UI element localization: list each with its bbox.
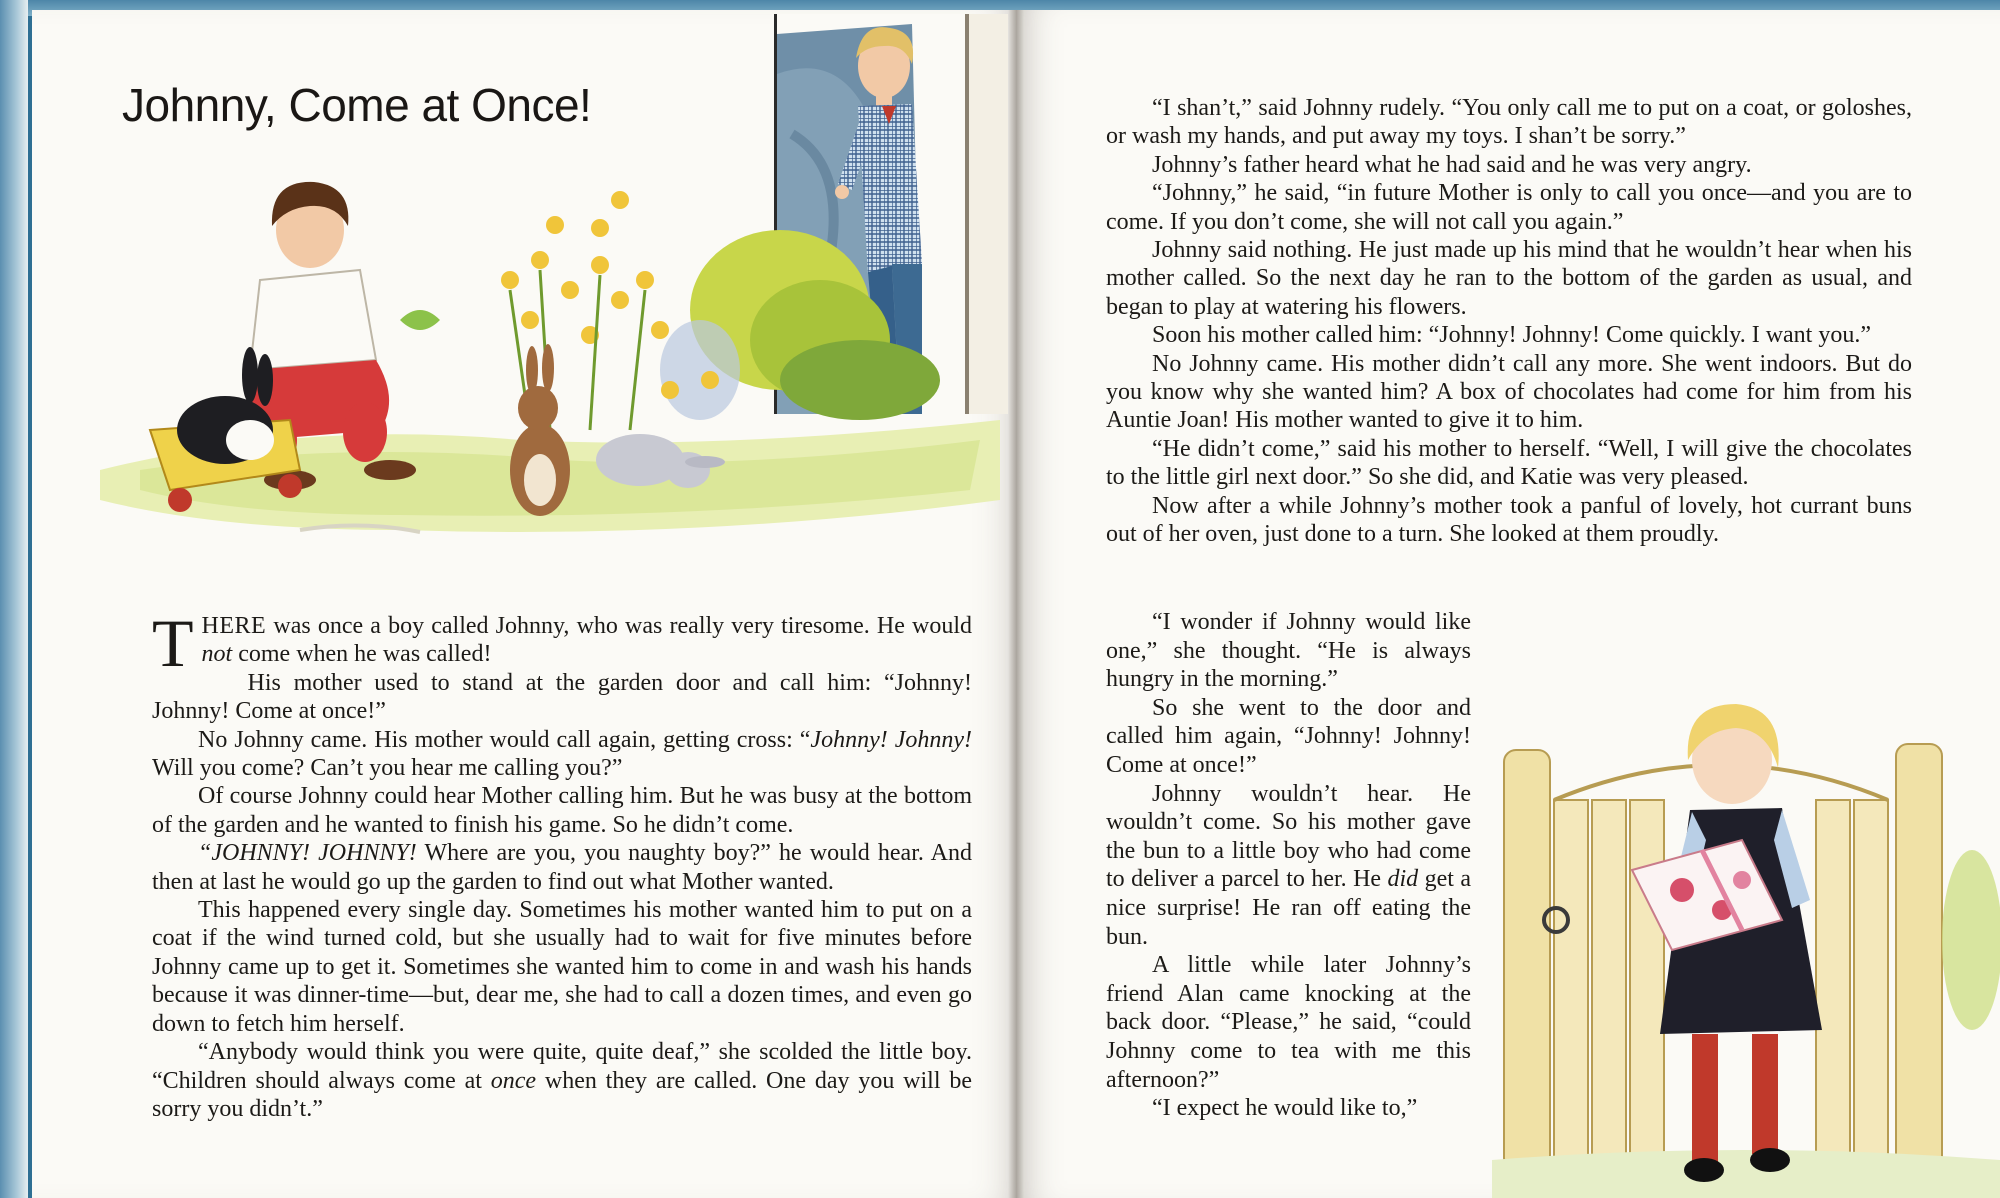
paragraph: “Anybody would think you were quite, quite deaf,” she scolded the little boy. “Children should always come at once when they are called. One day you will be sorry you didn’t.” bbox=[152, 1039, 972, 1122]
paragraph: So she went to the door and called him again, “Johnny! Johnny! Come at once!” bbox=[1106, 694, 1471, 778]
paragraph: “I wonder if Johnny would like one,” she thought. “He is always hungry in the morning.” bbox=[1106, 609, 1471, 693]
drop-cap: T bbox=[152, 605, 194, 681]
paragraph: No Johnny came. His mother didn’t call any more. She went indoors. But do you know why she wanted him? A box of chocolates had come for him from his Auntie Joan! His mother wanted to give it to him. bbox=[1106, 350, 1912, 434]
paragraph: “Johnny,” he said, “in future Mother is only to call you once—and you are to come. If you don’t come, she will not call you again.” bbox=[1106, 180, 1912, 235]
paragraph: “He didn’t come,” said his mother to herself. “Well, I will give the chocolates to the little girl next door.” So she did, and Katie was very pleased. bbox=[1106, 435, 1912, 491]
boy-with-rabbits-illustration bbox=[100, 170, 1000, 560]
paragraph: “I expect he would like to,” bbox=[1152, 1095, 1418, 1122]
paragraph: Of course Johnny could hear Mother calling him. But he was busy at the bottom of the garden and he wanted to finish his game. So he didn’t come. bbox=[152, 783, 972, 838]
left-page-body-text bbox=[152, 605, 973, 1123]
paragraph: No Johnny came. His mother would call again, getting cross: “Johnny! Johnny! Will you come? Can’t you hear me calling you?” bbox=[152, 726, 973, 782]
paragraph: This happened every single day. Sometimes his mother wanted him to put on a coat if the wind turned cold, but she usually had to wait for five minutes before Johnny came up to get it. Sometimes she wanted him to come in and wash his hands because it was dinner-time—but, dear me, she had to call a dozen times, and even go down to fetch him herself. bbox=[152, 897, 972, 1037]
paragraph: Johnny’s father heard what he had said and he was very angry. bbox=[1152, 151, 1752, 178]
paragraph: His mother used to stand at the garden door and call him: “Johnny! Johnny! Come at once!” bbox=[152, 669, 972, 725]
story-title: Johnny, Come at Once! bbox=[122, 79, 592, 131]
paragraph: Soon his mother called him: “Johnny! Johnny! Come quickly. I want you.” bbox=[1152, 322, 1872, 349]
paragraph: THERE was once a boy called Johnny, who was really very tiresome. He would not come when he was called! bbox=[152, 605, 972, 681]
paragraph: Johnny wouldn’t hear. He wouldn’t come. So his mother gave the bun to a little boy who had come to deliver a parcel to her. He did get a nice surprise! He ran off eating the bun. bbox=[1106, 780, 1471, 950]
right-page-body-text bbox=[1106, 94, 1912, 549]
right-page-narrow-column bbox=[1106, 608, 1471, 1123]
girl-with-gift-box-illustration bbox=[1492, 690, 2000, 1198]
paragraph: “JOHNNY! JOHNNY! Where are you, you naughty boy?” he would hear. And then at last he would go up the garden to find out what Mother wanted. bbox=[152, 840, 972, 895]
paragraph: Now after a while Johnny’s mother took a panful of lovely, hot currant buns out of her oven, just done to a turn. She looked at them proudly. bbox=[1106, 492, 1912, 548]
paragraph: “I shan’t,” said Johnny rudely. “You only call me to put on a coat, or goloshes, or wash my hands, and put away my toys. I shan’t be sorry.” bbox=[1106, 95, 1912, 150]
paragraph: Johnny said nothing. He just made up his mind that he wouldn’t hear when his mother called. So the next day he ran to the bottom of the garden as usual, and began to play at watering his flowers. bbox=[1106, 237, 1912, 320]
book-gutter bbox=[1008, 10, 1024, 1198]
paragraph: A little while later Johnny’s friend Alan came knocking at the back door. “Please,” he said, “could Johnny come to tea with me this afternoon?” bbox=[1106, 952, 1471, 1093]
cover-edge-left bbox=[0, 0, 28, 1198]
